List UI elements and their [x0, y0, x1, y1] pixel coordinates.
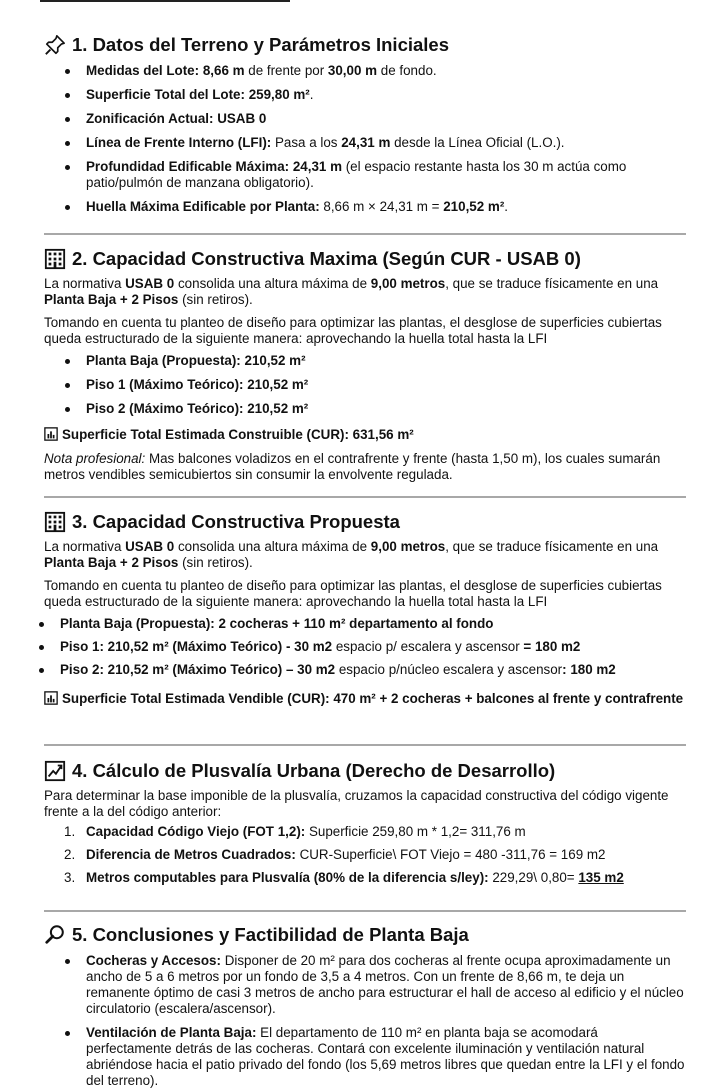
list-item: 2. Diferencia de Metros Cuadrados: CUR-Superficie\ FOT Viejo = 480 -311,76 = 169 m2 — [64, 847, 606, 862]
paragraph: La normativa USAB 0 consolida una altura máxima de 9,00 metros, que se traduce físicamente en una Planta Baja + 2 Pisos (sin retiros). — [44, 539, 659, 570]
list-item: Superficie Total del Lote: 259,80 m². — [86, 87, 686, 111]
section-heading — [44, 247, 686, 271]
section-proposed-capacity — [44, 510, 686, 707]
section-max-capacity — [44, 247, 686, 483]
list-item: Medidas del Lote: 8,66 m de frente por 30,00 m de fondo. — [86, 63, 686, 87]
list-item: Ventilación de Planta Baja: El departamento de 110 m² en planta baja se acomodará perfectamente detrás de las cocheras. Contará con excelente iluminación y ventilación natural abriéndose hacia el patio privado del fondo (los 5,69 metros libres que quedan entre la LFI y el fondo del terreno). — [86, 1025, 685, 1088]
magnifier-icon — [44, 924, 66, 946]
bar-chart-icon — [44, 691, 58, 705]
total-line: Superficie Total Estimada Vendible (CUR): 470 m² + 2 cocheras + balcones al frente y contrafrente — [44, 691, 686, 707]
section-title: 4. Cálculo de Plusvalía Urbana (Derecho de Desarrollo) — [72, 760, 556, 781]
building-icon — [44, 248, 66, 270]
list-item: Piso 2: 210,52 m² (Máximo Teórico) – 30 m2 espacio p/núcleo escalera y ascensor: 180 m2 — [60, 662, 686, 685]
section-conclusions — [44, 923, 686, 1089]
list-item: 1. Capacidad Código Viejo (FOT 1,2): Superficie 259,80 m * 1,2= 311,76 m — [64, 824, 526, 839]
paragraph: Tomando en cuenta tu planteo de diseño para optimizar las plantas, el desglose de superficies cubiertas queda estructurado de la siguiente manera: aprovechando la huella total hasta la LFI — [44, 315, 662, 346]
list-item: Zonificación Actual: USAB 0 — [86, 111, 686, 135]
list-item: Piso 1 (Máximo Teórico): 210,52 m² — [86, 377, 686, 401]
chart-up-icon — [44, 760, 66, 782]
list-item: Profundidad Edificable Máxima: 24,31 m (el espacio restante hasta los 30 m actúa como patio/pulmón de manzana obligatorio). — [86, 159, 686, 199]
section-divider — [44, 910, 686, 912]
section-plusvalia — [44, 759, 686, 893]
section-title: 5. Conclusiones y Factibilidad de Planta Baja — [72, 924, 469, 945]
pushpin-icon — [44, 34, 66, 56]
total-line: Superficie Total Estimada Construible (CUR): 631,56 m² — [44, 427, 686, 443]
section-heading — [44, 510, 686, 534]
list-item: Planta Baja (Propuesta): 210,52 m² — [86, 353, 686, 377]
section-title: 2. Capacidad Constructiva Maxima (Según CUR - USAB 0) — [72, 248, 581, 269]
list-item: Piso 1: 210,52 m² (Máximo Teórico) - 30 m2 espacio p/ escalera y ascensor = 180 m2 — [60, 639, 686, 662]
section-divider — [44, 744, 686, 746]
top-divider — [40, 0, 290, 2]
list-item: 3. Metros computables para Plusvalía (80% de la diferencia s/ley): 229,29\ 0,80= 135 m2 — [64, 870, 624, 885]
building-icon — [44, 511, 66, 533]
section-heading — [44, 33, 686, 57]
section-divider — [44, 233, 686, 235]
list-item: Cocheras y Accesos: Disponer de 20 m² para dos cocheras al frente ocupa aproximadamente un ancho de 5 a 6 metros por un fondo de 3,5 a 4 metros. Con un frente de 8,66 m, te deja un remanente óptimo de casi 3 metros de ancho para estructurar el hall de acceso al edificio y el núcleo circulatorio (escalera/ascensor). — [86, 953, 686, 1025]
paragraph: La normativa USAB 0 consolida una altura máxima de 9,00 metros, que se traduce físicamente en una Planta Baja + 2 Pisos (sin retiros). — [44, 276, 659, 307]
section-heading — [44, 759, 686, 783]
bar-chart-icon — [44, 427, 58, 441]
list-item: Piso 2 (Máximo Teórico): 210,52 m² — [86, 401, 686, 425]
list-item: Huella Máxima Edificable por Planta: 8,66 m × 24,31 m = 210,52 m². — [86, 199, 686, 223]
section-terrain-data — [44, 33, 686, 223]
section-title: 1. Datos del Terreno y Parámetros Iniciales — [72, 34, 450, 55]
section-divider — [44, 496, 686, 498]
professional-note: Nota profesional: Mas balcones voladizos en el contrafrente y frente (hasta 1,50 m), los cuales sumarán metros vendibles semicubiertos sin consumir la envolvente regulada. — [44, 451, 661, 482]
list-item: Planta Baja (Propuesta): 2 cocheras + 110 m² departamento al fondo — [60, 616, 686, 639]
paragraph: Para determinar la base imponible de la plusvalía, cruzamos la capacidad constructiva del código vigente frente a la del código anterior: — [44, 788, 669, 819]
list-item: Línea de Frente Interno (LFI): Pasa a los 24,31 m desde la Línea Oficial (L.O.). — [86, 135, 686, 159]
section-heading — [44, 923, 686, 947]
section-title: 3. Capacidad Constructiva Propuesta — [72, 511, 400, 532]
paragraph: Tomando en cuenta tu planteo de diseño para optimizar las plantas, el desglose de superficies cubiertas queda estructurado de la siguiente manera: aprovechando la huella total hasta la LFI — [44, 578, 662, 609]
